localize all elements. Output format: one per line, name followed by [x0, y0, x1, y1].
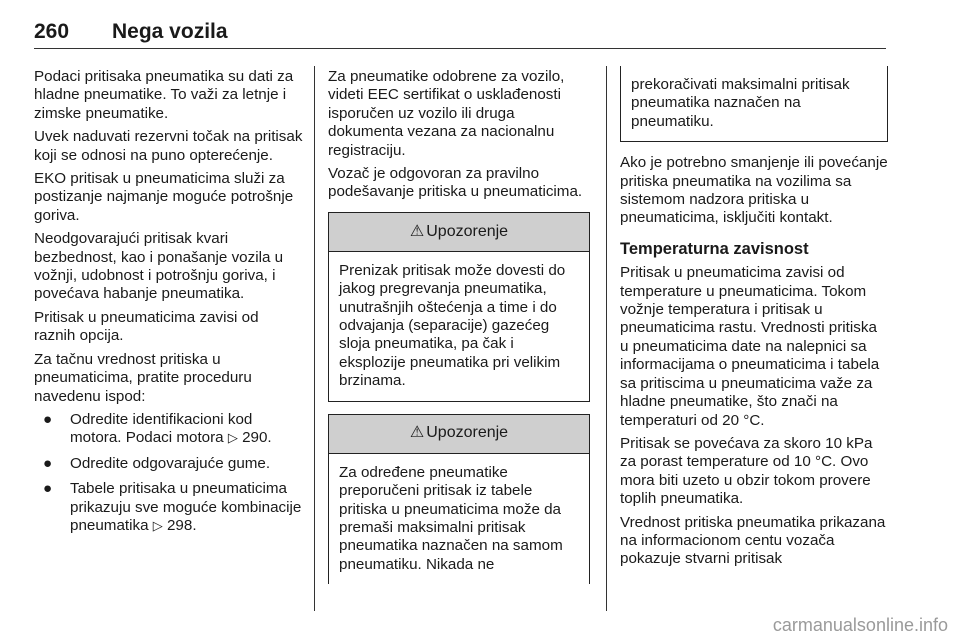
paragraph: Vrednost pritiska pneumatika prikazana na informacionom centu vozača pokazuje stvarni pritisak [620, 513, 886, 568]
warning-title: Upozorenje [426, 222, 509, 240]
warning-box [328, 414, 590, 584]
header-divider [34, 48, 886, 49]
warning-text: prekoračivati maksimalni pritisak pneumatika naznačen na pneumatiku. [631, 76, 850, 130]
list-item [34, 455, 304, 473]
procedure-list [34, 411, 304, 535]
paragraph: Za tačnu vrednost pritiska u pneumaticima, pratite proceduru navedenu ispod: [34, 350, 252, 405]
list-item-text: Odredite odgovarajuće gume. [70, 454, 271, 472]
column-middle [328, 68, 590, 584]
paragraph: Pritisak u pneumaticima zavisi od raznih opcija. [34, 308, 259, 345]
paragraph: Pritisak se povećava za skoro 10 kPa za porast temperature od 10 °C. Ovo mora biti uzeto u obzir tokom provere toplih pneumatika. [620, 434, 873, 508]
paragraph: EKO pritisak u pneumaticima služi za postizanje najmanje moguće potrošnje goriva. [34, 170, 294, 224]
warning-text: Za određene pneumatike preporučeni pritisak iz tabele pritiska u pneumaticima može da premaši maksimalni pritisak pneumatika naznačen na samom pneumatiku. Nikada ne [339, 463, 563, 573]
warning-icon: ⚠ [409, 424, 425, 442]
column-right [620, 66, 888, 574]
warning-icon: ⚠ [409, 222, 425, 240]
list-item [34, 411, 304, 448]
warning-text: Prenizak pritisak može dovesti do jakog pregrevanja pneumatika, unutrašnjih oštećenja a time i do odvajanja (separacije) gazećeg sloja pneumatika, pa čak i eksplozije pneumatika pri velikim brzinama. [339, 261, 566, 390]
bullet-icon: ● [43, 480, 53, 498]
section-title: Nega vozila [112, 20, 228, 43]
warning-continuation-box [620, 66, 888, 142]
paragraph: Podaci pritisaka pneumatika su dati za hladne pneumatike. To važi za letnje i zimske pneumatike. [34, 68, 294, 122]
cross-reference-icon: ▷ [227, 430, 238, 446]
paragraph: Ako je potrebno smanjenje ili povećanje pritiska pneumatika na vozilima sa sistemom nadzora pritiska u pneumaticima, isključiti kontakt. [620, 154, 888, 227]
paragraph: Vozač je odgovoran za pravilno podešavanje pritiska u pneumaticima. [328, 165, 583, 201]
list-item-text: Tabele pritisaka u pneumaticima prikazuju sve moguće kombinacije pneumatika [70, 480, 302, 534]
warning-header [329, 415, 589, 454]
warning-box [328, 212, 590, 402]
list-item-text: Odredite identifikacioni kod motora. Podaci motora [70, 410, 253, 447]
cross-reference-icon: ▷ [152, 517, 163, 533]
list-item [34, 480, 304, 535]
section-heading: Temperaturna zavisnost [620, 239, 809, 258]
paragraph: Pritisak u pneumaticima zavisi od temperature u pneumaticima. Tokom vožnje temperatura i pritisak u pneumaticima rastu. Vrednosti pritiska u pneumaticima date na nalepnici sa informacijama o pneumaticima i tabela sa pritiscima u pneumaticima važe za hladne pneumatike, što znači na temperaturi od 20 °C. [620, 264, 880, 429]
paragraph: Neodgovarajući pritisak kvari bezbednost, kao i ponašanje vozila u vožnji, udobnost i potrošnju goriva, i povećava habanje pneumatika. [34, 230, 284, 303]
column-divider [606, 66, 607, 611]
page-number: 260 [34, 20, 70, 43]
page-header [34, 20, 886, 50]
paragraph: Za pneumatike odobrene za vozilo, videti EEC sertifikat o usklađenosti isporučen uz vozilo ili druga dokumenta vezana za nacionalnu registraciju. [328, 68, 565, 159]
page-reference-link[interactable]: 298. [166, 516, 197, 534]
column-divider [314, 66, 315, 611]
page-reference-link[interactable]: 290. [242, 429, 272, 447]
bullet-icon: ● [43, 410, 53, 428]
bullet-icon: ● [43, 454, 53, 472]
warning-title: Upozorenje [426, 424, 509, 442]
column-left [34, 68, 304, 542]
watermark: carmanualsonline.info [772, 615, 948, 635]
warning-header [329, 213, 589, 252]
paragraph: Uvek naduvati rezervni točak na pritisak koji se odnosi na puno opterećenje. [34, 128, 303, 164]
